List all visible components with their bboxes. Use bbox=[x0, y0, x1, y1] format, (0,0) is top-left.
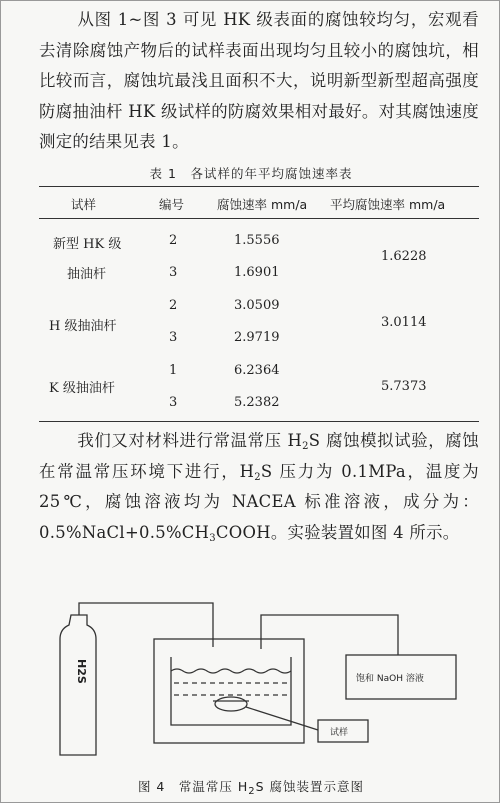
average-rate: 3.0114 bbox=[381, 315, 427, 330]
corrosion-rate: 5.2382 bbox=[234, 395, 280, 410]
experiment-text-b: S 腐蚀模拟试验，腐蚀在常温常压环境下进行，H bbox=[39, 431, 479, 481]
average-rate: 5.7373 bbox=[381, 379, 427, 394]
sample-name-line2: 抽油杆 bbox=[67, 267, 107, 282]
experiment-text-c: S 压力为 0.1MPa，温度为 25℃，腐蚀溶液均为 NACEA 标准溶液，成分为：0.5%NaCl+0.5%CH bbox=[39, 461, 479, 542]
apparatus-diagram bbox=[46, 587, 476, 767]
experiment-text-a: 我们又对材料进行常温常压 H bbox=[77, 431, 303, 450]
sample-id: 2 bbox=[169, 233, 178, 248]
sample-id: 3 bbox=[169, 265, 178, 280]
sample-id: 3 bbox=[169, 395, 178, 410]
header-rate: 腐蚀速率 mm/a bbox=[217, 197, 308, 212]
naoh-label: 饱和 NaOH 溶液 bbox=[356, 674, 424, 684]
sample-name: H 级抽油杆 bbox=[49, 319, 117, 334]
paragraph-experiment bbox=[39, 426, 479, 548]
gas-outlet-pipe bbox=[261, 615, 398, 655]
experiment-text-d: COOH。实验装置如图 4 所示。 bbox=[215, 522, 460, 542]
sample-id: 2 bbox=[169, 298, 178, 313]
table-header-rule bbox=[39, 218, 479, 219]
table-title: 表 1 各试样的年平均腐蚀速率表 bbox=[149, 166, 353, 181]
reaction-tank bbox=[154, 639, 304, 743]
sample-id: 1 bbox=[169, 363, 178, 378]
header-avg-rate: 平均腐蚀速率 mm/a bbox=[330, 197, 446, 212]
subscript: 2 bbox=[302, 441, 309, 452]
sample-name: K 级抽油杆 bbox=[49, 381, 115, 396]
paragraph-intro bbox=[39, 5, 479, 158]
figure-caption: 图 4 常温常压 $H_2S$ 腐蚀装置示意图 bbox=[137, 779, 365, 797]
average-rate: 1.6228 bbox=[381, 249, 427, 264]
liquid-surface bbox=[171, 669, 291, 673]
corrosion-rate: 1.5556 bbox=[234, 233, 280, 248]
header-id: 编号 bbox=[159, 197, 185, 212]
corrosion-rate: 6.2364 bbox=[234, 363, 280, 378]
header-sample: 试样 bbox=[71, 197, 97, 212]
gas-label: H2S bbox=[75, 659, 88, 684]
gas-cylinder bbox=[60, 615, 96, 755]
corrosion-rate: 2.9719 bbox=[234, 330, 280, 345]
sample-pointer bbox=[246, 707, 318, 730]
gas-inlet-pipe bbox=[79, 603, 213, 647]
corrosion-rate: 1.6901 bbox=[234, 265, 280, 280]
subscript: 2 bbox=[254, 471, 261, 483]
sample-specimen bbox=[215, 697, 247, 711]
inner-vessel bbox=[171, 657, 291, 725]
sample-name: 新型 HK 级 bbox=[53, 237, 122, 252]
paragraph-intro-text: 从图 1~图 3 可见 HK 级表面的腐蚀较均匀，宏观看去清除腐蚀产物后的试样表面出现均匀且较小的腐蚀坑，相比较而言，腐蚀坑最浅且面积不大，说明新型新型超高强度防腐抽油杆 HK 级试样的防腐效果相对最好。对其腐蚀速度测定的结果见表 1。 bbox=[39, 10, 479, 151]
sample-id: 3 bbox=[169, 330, 178, 345]
corrosion-rate: 3.0509 bbox=[234, 298, 280, 313]
subscript: 3 bbox=[209, 532, 216, 544]
sample-label: 试样 bbox=[330, 728, 349, 738]
corrosion-rate-table bbox=[39, 186, 479, 422]
